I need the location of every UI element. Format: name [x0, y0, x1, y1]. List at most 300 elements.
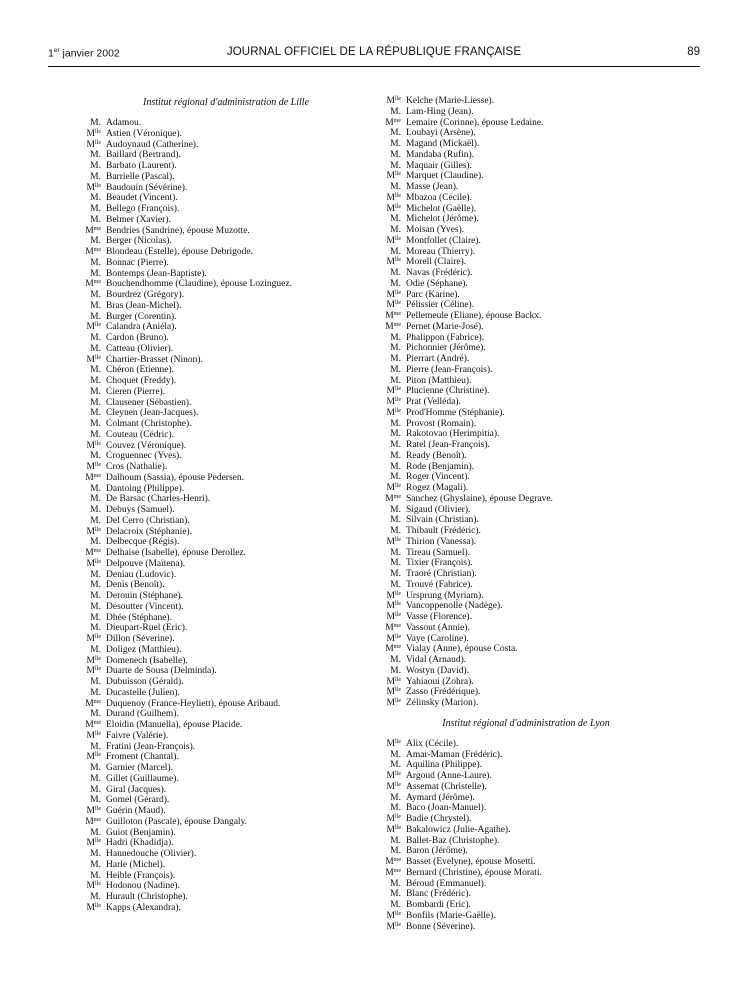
person-name: Basset (Evelyne), épouse Mosetti.: [406, 857, 536, 867]
person-name: Vasse (Florence).: [406, 612, 472, 622]
person-name: Couvez (Véronique).: [106, 440, 187, 451]
list-item: [76, 322, 376, 333]
person-name: Thirion (Vanessa).: [406, 536, 477, 547]
person-name: Gomel (Gérard).: [106, 795, 170, 806]
civility-title: M.: [390, 665, 401, 676]
list-item: [76, 430, 376, 441]
list-item: [76, 806, 376, 817]
civility-title: M.: [390, 835, 401, 846]
list-item: [76, 602, 376, 613]
civility-title: M.: [390, 225, 401, 235]
civility-title: $M^{me}$: [385, 857, 401, 867]
person-name: Cardon (Bruno).: [106, 333, 169, 343]
list-item: [376, 182, 676, 193]
list-item: [76, 462, 376, 473]
person-name: Thibault (Frédéric).: [406, 526, 481, 536]
list-item: [376, 419, 676, 430]
person-name: Sanchez (Ghyslaine), épouse Degrave.: [406, 493, 553, 504]
civility-title: $M^{lle}$: [86, 128, 101, 139]
list-item: [376, 580, 676, 591]
civility-title: M.: [90, 537, 101, 548]
person-name: Guiot (Benjamin).: [106, 827, 176, 838]
list-item: [376, 922, 676, 933]
list-item: [76, 505, 376, 516]
person-name: Béroud (Emmanuel).: [406, 878, 487, 889]
section-heading-lyon: Institut régional d'administration de Lyon: [442, 717, 610, 729]
civility-title: M.: [90, 161, 101, 171]
list-item: [76, 258, 376, 269]
person-name: Gillet (Guillaume).: [106, 773, 179, 784]
civility-title: M.: [90, 827, 101, 838]
list-item: [76, 236, 376, 247]
list-item: [76, 161, 376, 172]
civility-title: $M^{lle}$: [386, 687, 401, 698]
list-item: [76, 183, 376, 194]
person-name: Delacroix (Stéphanie).: [106, 526, 192, 537]
list-item: [376, 836, 676, 847]
list-item: [76, 881, 376, 892]
person-name: Froment (Chantal).: [106, 752, 179, 763]
civility-title: M.: [390, 106, 401, 117]
civility-title: M.: [90, 311, 101, 322]
person-name: Badie (Chrystel).: [406, 814, 472, 824]
person-name: Ready (Benoît).: [406, 450, 467, 461]
civility-title: $M^{lle}$: [386, 921, 401, 932]
civility-title: M.: [390, 354, 401, 364]
list-item: [376, 750, 676, 761]
civility-title: M.: [90, 612, 101, 623]
civility-title: M.: [390, 760, 401, 771]
person-name: Vassout (Annie).: [406, 622, 470, 633]
list-item: [376, 472, 676, 483]
civility-title: $M^{lle}$: [386, 676, 401, 687]
civility-title: M.: [390, 579, 401, 590]
list-item: [376, 440, 676, 451]
civility-title: $M^{lle}$: [386, 824, 401, 835]
civility-title: $M^{lle}$: [386, 771, 401, 781]
person-name: Delpouve (Maïtena).: [106, 558, 186, 569]
list-item: [376, 814, 676, 825]
civility-title: $M^{lle}$: [386, 814, 401, 824]
person-name: Bouchendhomme (Claudine), épouse Lozinguez.: [106, 279, 292, 290]
list-item: [376, 857, 676, 868]
person-name: Rogez (Magali).: [406, 483, 469, 493]
civility-title: M.: [390, 803, 401, 814]
list-item: [376, 408, 676, 419]
person-name: Aquilina (Philippe).: [406, 760, 482, 771]
civility-title: M.: [390, 364, 401, 375]
right-name-list-lille: [376, 96, 676, 709]
civility-title: M.: [90, 677, 101, 687]
person-name: Rakotovao (Herimpitia).: [406, 429, 500, 440]
person-name: Choquet (Freddy).: [106, 376, 177, 386]
civility-title: M.: [90, 709, 101, 720]
civility-title: $M^{lle}$: [86, 440, 101, 451]
list-item: [76, 613, 376, 624]
civility-title: M.: [90, 623, 101, 634]
list-item: [76, 172, 376, 183]
civility-title: $M^{lle}$: [386, 96, 401, 106]
civility-title: $M^{me}$: [385, 644, 401, 655]
right-column: [376, 96, 676, 932]
person-name: Roger (Vincent).: [406, 472, 470, 483]
list-item: [376, 333, 676, 344]
person-name: Sigaud (Olivier).: [406, 504, 471, 515]
left-name-list: [76, 118, 376, 914]
person-name: Vialay (Anne), épouse Costa.: [406, 644, 518, 655]
list-item: [76, 118, 376, 129]
civility-title: M.: [90, 193, 101, 204]
person-name: Bras (Jean-Michel).: [106, 300, 182, 311]
person-name: Hadri (Khadidja).: [106, 838, 174, 849]
list-item: [76, 634, 376, 645]
right-name-list-lyon: [376, 739, 676, 933]
person-name: Guilloton (Pascale), épouse Dangaly.: [106, 816, 248, 827]
civility-title: M.: [90, 333, 101, 343]
list-item: [376, 879, 676, 890]
civility-title: M.: [90, 591, 101, 601]
civility-title: M.: [90, 290, 101, 300]
list-item: [376, 483, 676, 494]
person-name: Faivre (Valérie).: [106, 730, 169, 741]
civility-title: $M^{lle}$: [86, 354, 101, 365]
list-item: [76, 709, 376, 720]
civility-title: $M^{me}$: [385, 867, 401, 878]
list-item: [76, 247, 376, 258]
list-item: [76, 731, 376, 742]
person-name: Zélinsky (Marion).: [406, 698, 479, 708]
civility-title: $M^{lle}$: [86, 558, 101, 569]
person-name: Moisan (Yves).: [406, 225, 465, 235]
person-name: Parc (Karine).: [406, 289, 460, 300]
list-item: [76, 301, 376, 312]
list-item: [76, 591, 376, 602]
person-name: Pellemeule (Eliane), épouse Backx.: [406, 311, 542, 321]
person-name: Hodonou (Nadine).: [106, 881, 180, 892]
list-item: [376, 451, 676, 462]
list-item: [376, 236, 676, 247]
civility-title: M.: [390, 128, 401, 139]
person-name: Navas (Frédéric).: [406, 268, 473, 278]
list-item: [376, 279, 676, 290]
list-item: [376, 204, 676, 215]
person-name: Vancoppenolle (Nadège).: [406, 601, 503, 612]
civility-title: M.: [390, 547, 401, 558]
list-item: [376, 322, 676, 333]
page-header: [48, 45, 700, 63]
person-name: Fratini (Jean-François).: [106, 741, 196, 752]
civility-title: M.: [90, 763, 101, 773]
person-name: Ratel (Jean-François).: [406, 440, 490, 450]
civility-title: M.: [390, 472, 401, 483]
civility-title: $M^{lle}$: [86, 752, 101, 763]
person-name: Bourdrez (Grégory).: [106, 290, 185, 300]
list-item: [376, 397, 676, 408]
person-name: Kapps (Alexandra).: [106, 902, 181, 913]
civility-title: M.: [390, 375, 401, 386]
person-name: Delbecque (Régis).: [106, 537, 180, 548]
person-name: Zasso (Frédérique).: [406, 687, 481, 698]
list-item: [376, 300, 676, 311]
person-name: Croguennec (Yves).: [106, 451, 182, 462]
person-name: Kelche (Marie-Liesse).: [406, 96, 495, 106]
civility-title: M.: [90, 773, 101, 784]
person-name: Piton (Matthieu).: [406, 375, 472, 386]
person-name: Chéron (Etienne).: [106, 365, 175, 376]
header-rule: [48, 66, 700, 67]
list-item: [76, 387, 376, 398]
civility-title: M.: [90, 150, 101, 161]
person-name: Astien (Véronique).: [106, 128, 182, 139]
person-name: Doligez (Matthieu).: [106, 644, 182, 655]
list-item: [76, 774, 376, 785]
civility-title: $M^{me}$: [85, 279, 101, 290]
list-item: [76, 795, 376, 806]
list-item: [376, 128, 676, 139]
list-item: [376, 343, 676, 354]
civility-title: $M^{lle}$: [386, 257, 401, 268]
list-item: [376, 911, 676, 922]
civility-title: $M^{me}$: [85, 816, 101, 827]
civility-title: M.: [390, 332, 401, 343]
civility-title: $M^{lle}$: [386, 590, 401, 601]
person-name: Blondeau (Estelle), épouse Debrigode.: [106, 247, 253, 257]
civility-title: $M^{lle}$: [386, 203, 401, 214]
civility-title: $M^{me}$: [85, 472, 101, 483]
person-name: Giral (Jacques).: [106, 784, 167, 795]
person-name: Magand (Mickaël).: [406, 139, 480, 149]
list-item: [76, 484, 376, 495]
civility-title: M.: [90, 171, 101, 182]
list-item: [376, 386, 676, 397]
civility-title: M.: [390, 214, 401, 225]
person-name: Audoynaud (Catherine).: [106, 139, 199, 150]
person-name: Traoré (Christian).: [406, 569, 477, 579]
journal-title: JOURNAL OFFICIEL DE LA RÉPUBLIQUE FRANÇAISE: [226, 46, 522, 58]
person-name: Michelot (Jérôme).: [406, 214, 479, 225]
civility-title: $M^{lle}$: [386, 192, 401, 203]
person-name: Pernet (Marie-José).: [406, 321, 484, 332]
civility-title: M.: [90, 214, 101, 225]
civility-title: $M^{lle}$: [386, 300, 401, 311]
civility-title: $M^{lle}$: [86, 806, 101, 816]
person-name: Phalippon (Fabrice).: [406, 332, 485, 343]
civility-title: M.: [90, 236, 101, 247]
person-name: Masse (Jean).: [406, 182, 459, 192]
person-name: Guérin (Maud).: [106, 806, 166, 816]
civility-title: M.: [390, 149, 401, 160]
person-name: Ducastelle (Julien).: [106, 687, 180, 698]
list-item: [376, 868, 676, 879]
civility-title: $M^{lle}$: [386, 483, 401, 493]
list-item: [376, 247, 676, 258]
list-item: [376, 825, 676, 836]
list-item: [376, 214, 676, 225]
list-item: [76, 688, 376, 699]
civility-title: $M^{me}$: [85, 698, 101, 709]
person-name: Mbazoa (Cécile).: [406, 192, 472, 203]
person-name: Belmer (Xavier).: [106, 214, 171, 225]
civility-title: $M^{lle}$: [386, 633, 401, 644]
list-item: [76, 892, 376, 903]
list-item: [376, 889, 676, 900]
civility-title: M.: [90, 343, 101, 354]
person-name: Bombardi (Eric).: [406, 900, 471, 910]
list-item: [76, 817, 376, 828]
list-item: [376, 591, 676, 602]
civility-title: $M^{me}$: [385, 622, 401, 633]
civility-title: $M^{lle}$: [86, 526, 101, 537]
list-item: [76, 215, 376, 226]
person-name: Bonfils (Marie-Gaëlle).: [406, 910, 496, 921]
list-item: [76, 580, 376, 591]
civility-title: $M^{lle}$: [86, 462, 101, 472]
person-name: Del Cerro (Christian).: [106, 515, 190, 526]
civility-title: M.: [390, 889, 401, 900]
civility-title: M.: [390, 526, 401, 536]
civility-title: $M^{me}$: [385, 311, 401, 321]
list-item: [376, 311, 676, 322]
list-item: [76, 527, 376, 538]
list-item: [376, 354, 676, 365]
civility-title: M.: [90, 451, 101, 462]
list-item: [76, 204, 376, 215]
list-item: [376, 655, 676, 666]
list-item: [376, 687, 676, 698]
person-name: Pélissier (Céline).: [406, 300, 475, 311]
civility-title: M.: [90, 268, 101, 279]
list-item: [376, 365, 676, 376]
civility-title: $M^{lle}$: [86, 902, 101, 913]
civility-title: M.: [90, 784, 101, 795]
list-item: [376, 494, 676, 505]
civility-title: $M^{lle}$: [386, 738, 401, 749]
person-name: Debuys (Samuel).: [106, 505, 175, 515]
civility-title: $M^{lle}$: [86, 881, 101, 892]
person-name: Dieupart-Ruel (Eric).: [106, 623, 188, 634]
list-item: [76, 656, 376, 667]
civility-title: M.: [90, 376, 101, 386]
list-item: [376, 771, 676, 782]
person-name: Montfollet (Claire).: [406, 235, 481, 246]
person-name: Dhée (Stéphane).: [106, 612, 172, 623]
civility-title: M.: [90, 483, 101, 494]
person-name: Amar-Maman (Frédéric).: [406, 749, 503, 760]
list-item: [76, 570, 376, 581]
civility-title: M.: [390, 429, 401, 440]
list-item: [376, 107, 676, 118]
person-name: Assemat (Christelle).: [406, 781, 487, 792]
page-number: 89: [687, 46, 700, 58]
person-name: Baco (Joan-Manuel).: [406, 803, 487, 814]
civility-title: M.: [90, 849, 101, 859]
civility-title: $M^{lle}$: [386, 910, 401, 921]
list-item: [376, 429, 676, 440]
person-name: Couteau (Cédric).: [106, 429, 175, 440]
person-name: Argoud (Anne-Laure).: [406, 771, 492, 781]
list-item: [76, 860, 376, 871]
list-item: [376, 698, 676, 709]
person-name: Cieren (Pierre).: [106, 386, 166, 397]
civility-title: $M^{lle}$: [86, 634, 101, 644]
person-name: Vaye (Caroline).: [406, 633, 469, 644]
person-name: Baron (Jérôme).: [406, 846, 468, 857]
list-item: [376, 900, 676, 911]
list-item: [376, 139, 676, 150]
civility-title: M.: [90, 429, 101, 440]
person-name: Rode (Benjamin).: [406, 461, 475, 472]
civility-title: M.: [390, 246, 401, 257]
civility-title: M.: [390, 139, 401, 149]
list-item: [76, 871, 376, 882]
civility-title: M.: [90, 386, 101, 397]
person-name: Wostyn (David).: [406, 665, 470, 676]
person-name: Yahiaoui (Zohra).: [406, 676, 474, 687]
civility-title: $M^{me}$: [85, 720, 101, 730]
person-name: Ursprung (Myriam).: [406, 590, 484, 601]
person-name: Bakalowicz (Julie-Agathe).: [406, 824, 511, 835]
person-name: Bernard (Christine), épouse Morati.: [406, 867, 542, 878]
list-item: [376, 612, 676, 623]
civility-title: M.: [390, 655, 401, 665]
list-item: [76, 494, 376, 505]
civility-title: M.: [390, 846, 401, 857]
issue-date: 1er janvier 2002: [48, 47, 120, 60]
civility-title: $M^{me}$: [385, 493, 401, 504]
person-name: Derouin (Stéphane).: [106, 591, 184, 601]
civility-title: M.: [90, 257, 101, 268]
person-name: Mandaba (Rufin).: [406, 149, 475, 160]
person-name: Calandra (Aniéla).: [106, 322, 177, 333]
person-name: Barbato (Laurent).: [106, 161, 177, 171]
civility-title: $M^{lle}$: [86, 322, 101, 333]
civility-title: $M^{me}$: [385, 117, 401, 128]
civility-title: M.: [90, 580, 101, 591]
list-item: [376, 268, 676, 279]
civility-title: M.: [390, 418, 401, 429]
list-item: [376, 601, 676, 612]
section-heading-lille: Institut régional d'administration de Lille: [142, 97, 310, 108]
list-item: [376, 257, 676, 268]
person-name: Pierrart (André).: [406, 354, 470, 364]
list-item: [76, 677, 376, 688]
list-item: [376, 118, 676, 129]
civility-title: M.: [90, 687, 101, 698]
civility-title: M.: [390, 900, 401, 910]
list-item: [76, 623, 376, 634]
list-item: [76, 279, 376, 290]
civility-title: M.: [390, 182, 401, 192]
person-name: Loubayi (Arsène).: [406, 128, 476, 139]
person-name: Prat (Velléda).: [406, 397, 461, 407]
civility-title: M.: [390, 569, 401, 579]
person-name: Vidal (Arnaud).: [406, 655, 467, 665]
list-item: [76, 226, 376, 237]
list-item: [76, 559, 376, 570]
list-item: [76, 548, 376, 559]
list-item: [376, 526, 676, 537]
person-name: Maquair (Gilles).: [406, 160, 472, 171]
civility-title: M.: [90, 892, 101, 902]
list-item: [76, 473, 376, 484]
person-name: Tireau (Samuel).: [406, 547, 471, 558]
list-item: [76, 290, 376, 301]
civility-title: M.: [90, 601, 101, 612]
person-name: Bonnac (Pierre).: [106, 257, 169, 268]
civility-title: M.: [90, 870, 101, 881]
list-item: [376, 96, 676, 107]
person-name: Bellego (François).: [106, 204, 180, 214]
